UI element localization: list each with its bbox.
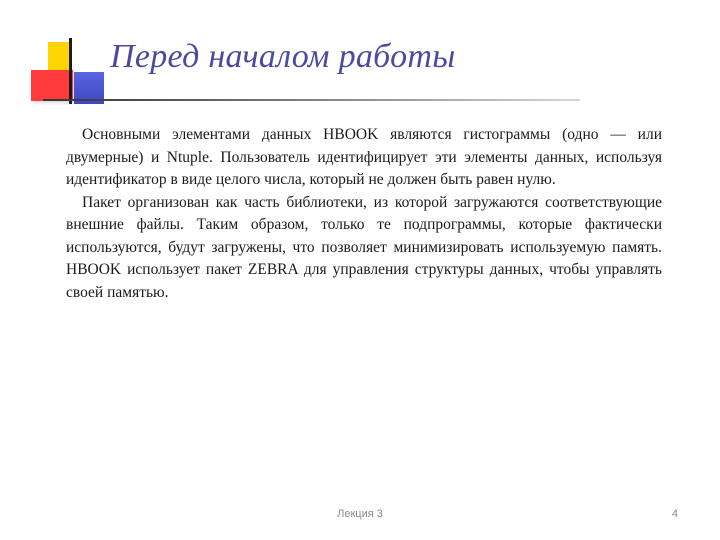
slide-body: [66, 124, 662, 304]
body-paragraph-1: Основными элементами данных HBOOK являются гистограммы (одно — или двумерные) и Ntuple. Пользователь идентифицирует эти элементы данных, используя идентификатор в виде целого числа, который не должен быть равен нулю.: [66, 126, 662, 188]
slide-title: Перед началом работы: [110, 38, 456, 75]
decor-vertical-line: [69, 38, 72, 104]
footer-lecture: Лекция 3: [337, 508, 383, 520]
body-paragraph-2: Пакет организован как часть библиотеки, из которой загружаются соответствующие внешние файлы. Таким образом, только те подпрограммы, которые фактически используются, будут загружены, что позволяет минимизировать используемую память. HBOOK использует пакет ZEBRA для управления структуры данных, чтобы управлять своей памятью.: [66, 193, 662, 301]
title-underline: [43, 99, 580, 101]
decor-red-square: [31, 70, 73, 101]
footer-page-number: 4: [671, 508, 678, 520]
